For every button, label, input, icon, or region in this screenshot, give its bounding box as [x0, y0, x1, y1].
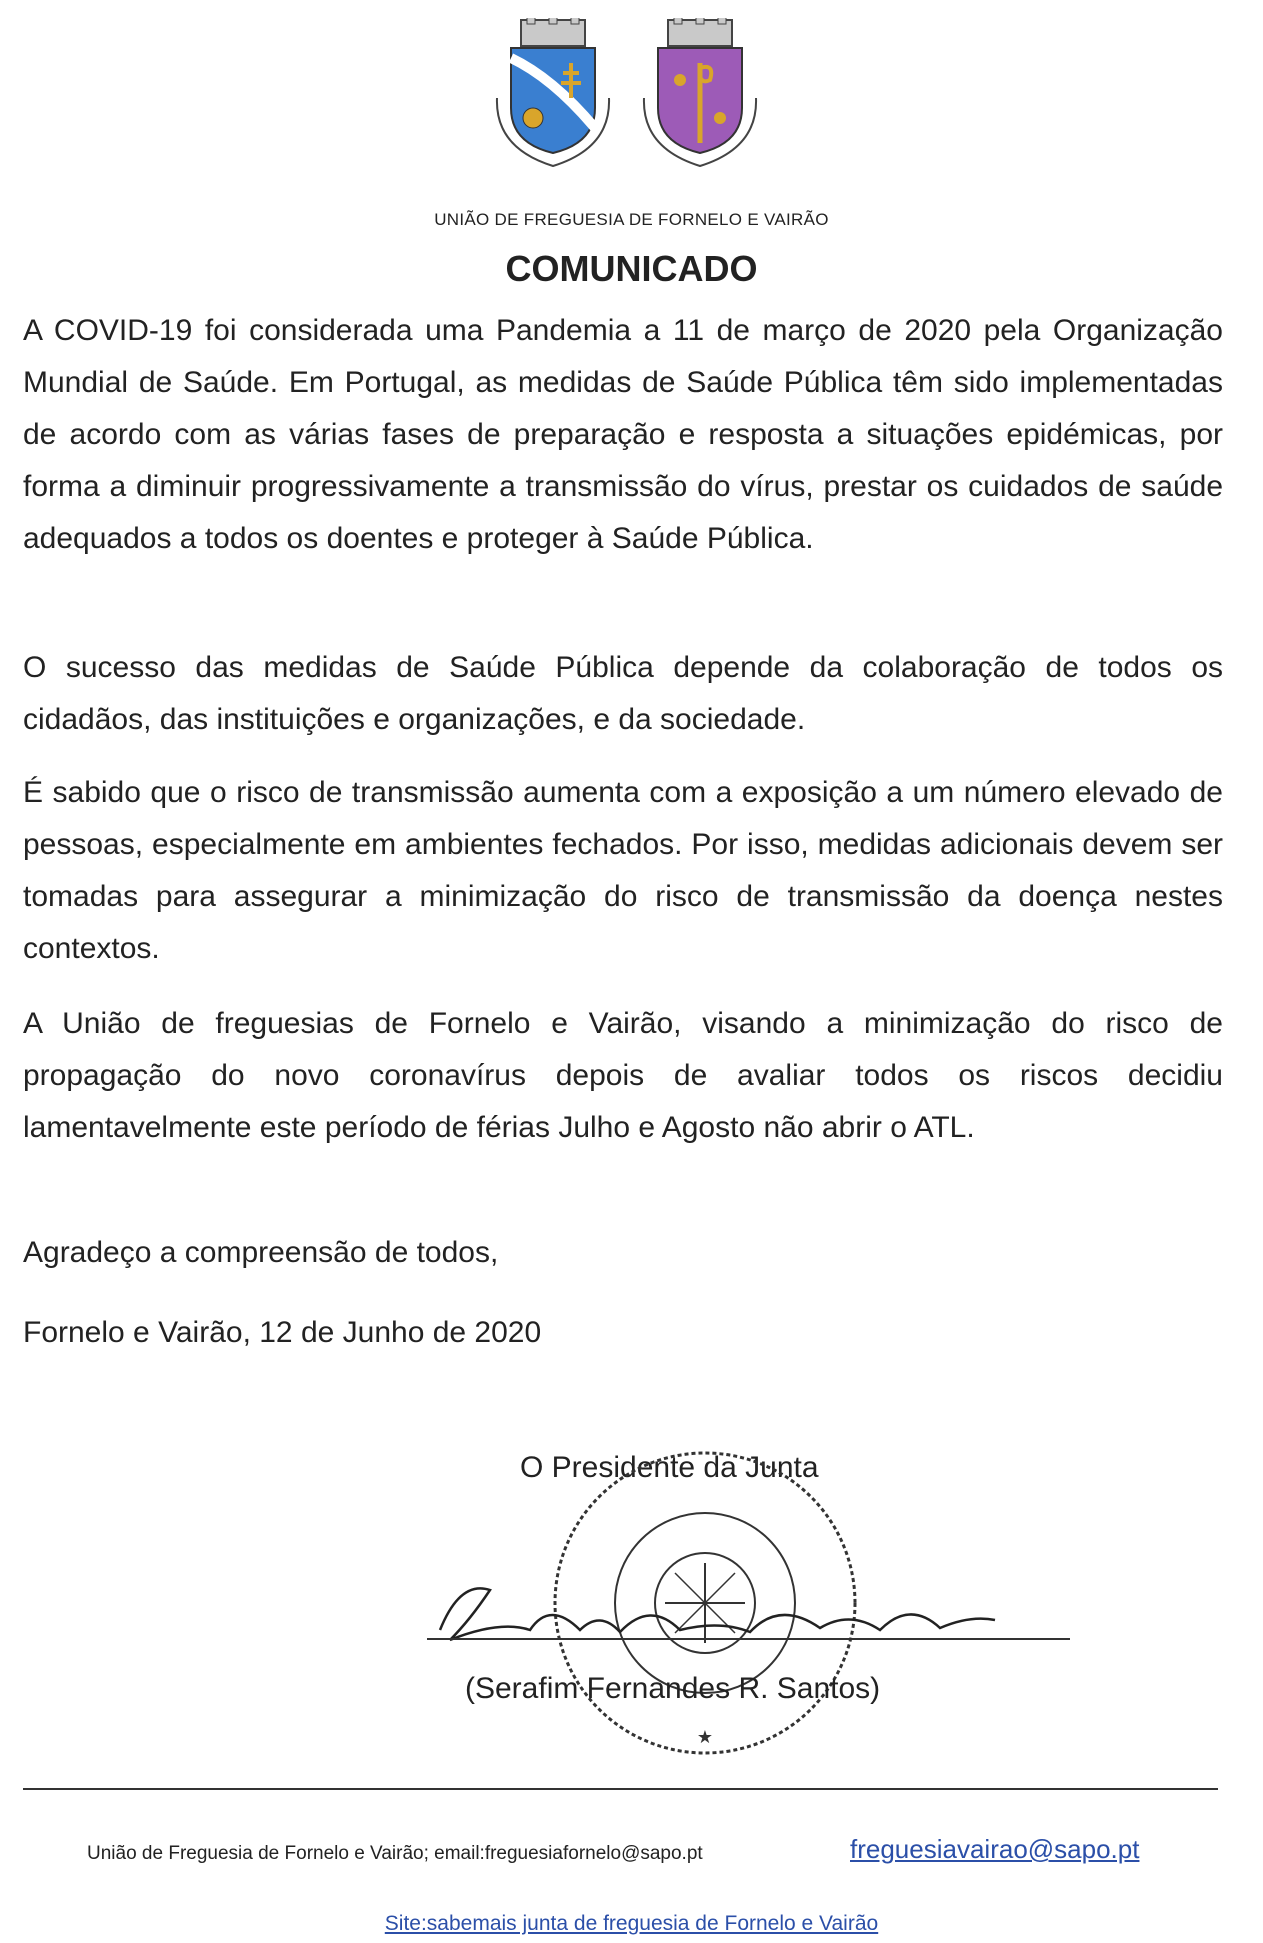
fornelo-crest-icon: [493, 18, 613, 168]
paragraph-transmission-risk: É sabido que o risco de transmissão aumenta com a exposição a um número elevado de pessoas, especialmente em ambientes fechados. Por isso, medidas adicionais devem ser tomadas para assegurar a minimização do risco de transmissão da doença nestes contextos.: [23, 776, 1223, 965]
footer-divider: [23, 1788, 1218, 1790]
footer-contact: União de Freguesia de Fornelo e Vairão; email:freguesiafornelo@sapo.pt: [87, 1843, 703, 1864]
svg-text:★: ★: [696, 1727, 714, 1747]
handwritten-signature-icon: [420, 1560, 1010, 1660]
page-title: COMUNICADO: [505, 248, 758, 289]
signatory-name: (Serafim Fernandes R. Santos): [465, 1672, 881, 1705]
paragraph-collaboration: O sucesso das medidas de Saúde Pública depende da colaboração de todos os cidadãos, das instituições e organizações, e da sociedade.: [23, 651, 1223, 736]
signature-line: [427, 1638, 1070, 1640]
vairao-crest-icon: [640, 18, 760, 168]
organization-heading: UNIÃO DE FREGUESIA DE FORNELO E VAIRÃO: [434, 210, 829, 229]
paragraph-pandemic: A COVID-19 foi considerada uma Pandemia a 11 de março de 2020 pela Organização Mundial de Saúde. Em Portugal, as medidas de Saúde Pública têm sido implementadas de acordo com as várias fases de preparação e resposta a situações epidémicas, por forma a diminuir progressivamente a transmissão do vírus, prestar os cuidados de saúde adequados a todos os doentes e proteger à Saúde Pública.: [23, 314, 1223, 555]
paragraph-atl-decision: A União de freguesias de Fornelo e Vairão, visando a minimização do risco de propagação do novo coronavírus depois de avaliar todos os riscos decidiu lamentavelmente este período de férias Julho e Agosto não abrir o ATL.: [23, 1007, 1223, 1144]
signatory-role: O Presidente da Junta: [520, 1451, 819, 1484]
footer-email-link[interactable]: freguesiavairao@sapo.pt: [850, 1834, 1140, 1864]
footer-site-link[interactable]: Site:sabemais junta de freguesia de Fornelo e Vairão: [384, 1912, 879, 1935]
place-date: Fornelo e Vairão, 12 de Junho de 2020: [23, 1316, 542, 1349]
closing-line: Agradeço a compreensão de todos,: [23, 1236, 499, 1269]
